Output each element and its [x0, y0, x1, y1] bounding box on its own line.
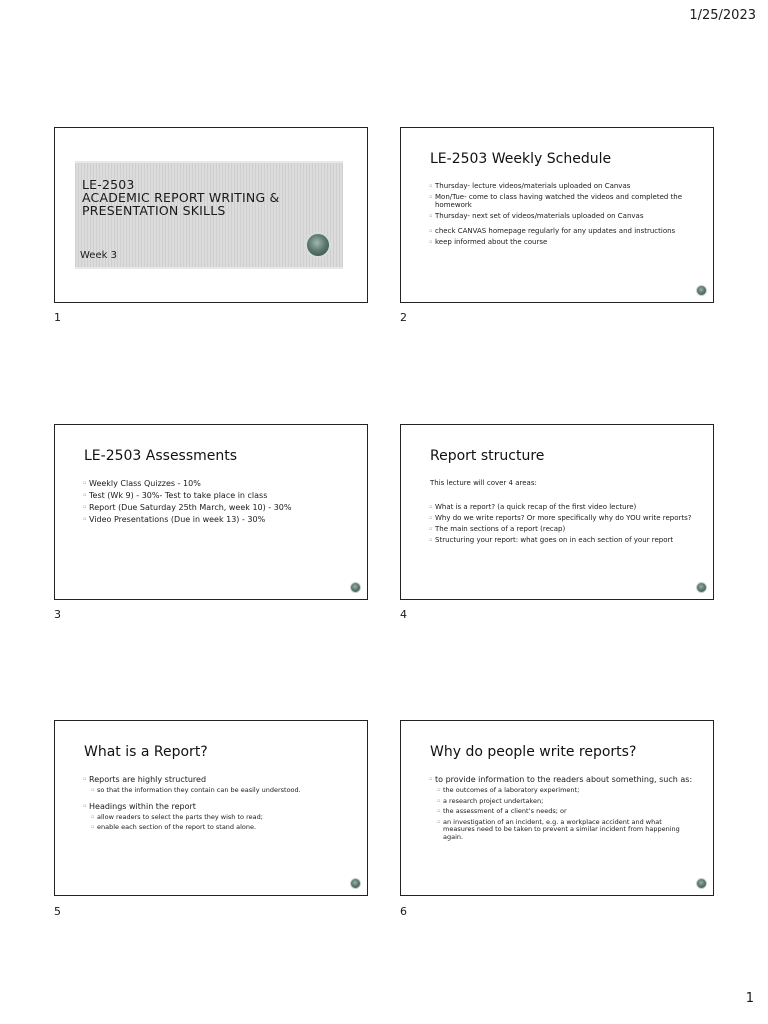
- sub-bullet-item: ▫ allow readers to select the parts they wish to read;: [92, 814, 349, 822]
- sub-bullet-item: ▫ enable each section of the report to stand alone.: [92, 824, 349, 832]
- logo-icon: [350, 878, 361, 889]
- logo-icon: [696, 878, 707, 889]
- logo-icon: [696, 582, 707, 593]
- sub-bullet-item: ▫ the outcomes of a laboratory experiment;: [438, 787, 695, 795]
- sub-bullet-item: ▫ the assessment of a client’s needs; or: [438, 808, 695, 816]
- big-logo-icon: [305, 232, 331, 258]
- sub-bullet-item: ▫ so that the information they contain can be easily understood.: [92, 787, 349, 795]
- bullet-item: ▫ Weekly Class Quizzes - 10%: [84, 479, 349, 488]
- bullet-item: ▫ check CANVAS homepage regularly for any updates and instructions: [430, 227, 695, 235]
- bullet-item: ▫ Thursday- next set of videos/materials uploaded on Canvas: [430, 212, 695, 220]
- bullet-item: ▫ Report (Due Saturday 25th March, week 10) - 30%: [84, 503, 349, 512]
- logo-icon: [696, 285, 707, 296]
- bullet-item: ▫ Headings within the report: [84, 802, 349, 811]
- bullet-item: ▫ Video Presentations (Due in week 13) - 30%: [84, 515, 349, 524]
- bullet-item: ▫ Mon/Tue- come to class having watched the videos and completed the homework: [430, 193, 695, 209]
- slide-6: [400, 720, 714, 896]
- bullet-list: [84, 479, 349, 527]
- bullet-list: [84, 775, 349, 835]
- logo-icon: [350, 582, 361, 593]
- bullet-list: [430, 775, 695, 844]
- title-line: ACADEMIC REPORT WRITING &: [82, 190, 280, 205]
- sub-bullet-item: ▫ a research project undertaken;: [438, 798, 695, 806]
- bullet-item: ▫ Thursday- lecture videos/materials uploaded on Canvas: [430, 182, 695, 190]
- intro-text: This lecture will cover 4 areas:: [430, 479, 537, 487]
- bullet-item: ▫ Structuring your report: what goes on in each section of your report: [430, 536, 695, 544]
- bullet-item: ▫ Why do we write reports? Or more specifically why do YOU write reports?: [430, 514, 695, 522]
- bullet-item: ▫ to provide information to the readers about something, such as:: [430, 775, 695, 784]
- bullet-list: [430, 503, 695, 547]
- slide-title: LE-2503 Assessments: [84, 448, 238, 464]
- title-line: LE-2503: [82, 177, 135, 192]
- slide-number: 3: [54, 608, 61, 621]
- slide-number: 1: [54, 311, 61, 324]
- slide-number: 5: [54, 905, 61, 918]
- slide-2: [400, 127, 714, 303]
- slide-number: 4: [400, 608, 407, 621]
- bullet-item: ▫ Test (Wk 9) - 30%- Test to take place in class: [84, 491, 349, 500]
- slide-3: [54, 424, 368, 600]
- slide-subtitle: Week 3: [80, 250, 117, 261]
- slide-number: 6: [400, 905, 407, 918]
- slide-title: LE-2503 Weekly Schedule: [430, 151, 612, 167]
- sub-bullet-item: ▫ an investigation of an incident, e.g. a workplace accident and what measures need to be taken to prevent a similar incident from happening again.: [438, 819, 695, 842]
- bullet-item: ▫ What is a report? (a quick recap of the first video lecture): [430, 503, 695, 511]
- slide-1: [54, 127, 368, 303]
- bullet-list: [430, 182, 695, 249]
- slide-title: What is a Report?: [84, 744, 208, 760]
- title-line: PRESENTATION SKILLS: [82, 203, 226, 218]
- slide-title: [82, 178, 279, 217]
- print-date: 1/25/2023: [689, 8, 756, 23]
- bullet-item: ▫ Reports are highly structured: [84, 775, 349, 784]
- slide-title: Report structure: [430, 448, 545, 464]
- slide-4: [400, 424, 714, 600]
- slide-number: 2: [400, 311, 407, 324]
- bullet-item: ▫ keep informed about the course: [430, 238, 695, 246]
- slide-5: [54, 720, 368, 896]
- bullet-item: ▫ The main sections of a report (recap): [430, 525, 695, 533]
- intro-list: [430, 479, 695, 490]
- page-number: 1: [745, 991, 754, 1006]
- slide-title: Why do people write reports?: [430, 744, 637, 760]
